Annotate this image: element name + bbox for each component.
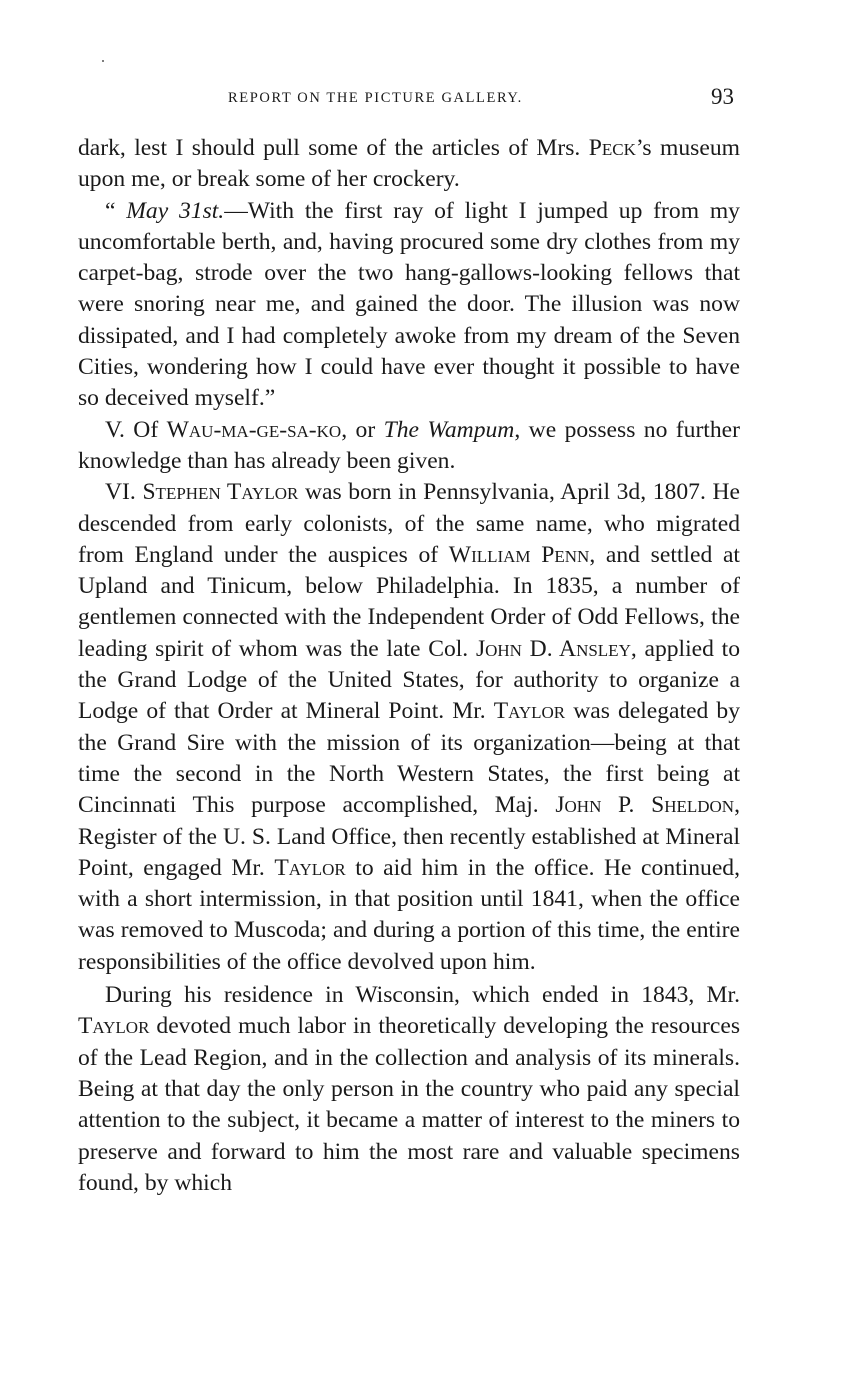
paragraph-3 <box>78 415 740 478</box>
text-run: , or <box>341 416 384 443</box>
text-run: , we possess no further knowledge than has already been given. <box>78 416 740 474</box>
name-small-caps: Taylor <box>493 698 566 725</box>
name-small-caps: John D. Ansley <box>475 635 631 662</box>
text-run: ’s museum upon me, or break some of her crockery. <box>78 135 740 193</box>
date-italic: May 31st. <box>126 197 225 224</box>
text-run: VI. <box>105 479 143 506</box>
paragraph-5 <box>78 980 740 1199</box>
name-small-caps: Taylor <box>274 854 346 881</box>
text-run: dark, lest I should pull some of the articles of Mrs. <box>78 135 589 161</box>
text-run: was born in Pennsylvania, April 3d, 1807. He descended from early colonists, of the same name, who migrated from England under the auspices of <box>78 479 740 568</box>
title-italic: The Wampum <box>383 416 515 443</box>
page-number: 93 <box>711 84 734 109</box>
text-run: During his residence in Wisconsin, which ended in 1843, Mr. <box>105 982 740 1009</box>
name-small-caps: Wau-ma-ge-sa-ko <box>166 416 342 443</box>
body-text <box>78 133 740 1199</box>
name-small-caps: John P. Sheldon <box>555 792 735 819</box>
name-small-caps: Taylor <box>78 1013 150 1040</box>
text-run: , applied to the Grand Lodge of the United States, for authority to organize a Lodge of that Order at Mineral Point. Mr. <box>78 635 740 725</box>
text-run: “ <box>105 197 127 224</box>
text-run: , Register of the U. S. Land Office, then recently established at Mineral Point, engaged Mr. <box>78 792 740 881</box>
paragraph-2 <box>78 196 740 415</box>
text-run: , and settled at Upland and Tinicum, below Philadelphia. In 1835, a number of gentlemen connected with the Independent Order of Odd Fellows, the leading spirit of whom was the late Col. <box>78 541 740 662</box>
name-small-caps: Stephen Taylor <box>142 479 299 506</box>
text-run: devoted much labor in theoretically developing the resources of the Lead Region, and in the collection and analysis of its minerals. Being at that day the only person in the country who paid any special attention to the subject, it became a matter of interest to the miners to preserve and forward to him the most rare and valuable specimens found, by which <box>78 1013 740 1196</box>
text-run: was delegated by the Grand Sire with the mission of its organization—being at that time the second in the North Western States, the first being at Cincinnati This purpose accomplished, Maj. <box>78 698 740 819</box>
running-head: REPORT ON THE PICTURE GALLERY. <box>228 90 523 106</box>
text-run: V. Of <box>105 416 167 443</box>
name-small-caps: William Penn <box>448 541 590 568</box>
text-run: to aid him in the office. He continued, with a short intermission, in that position until 1841, when the office was removed to Muscoda; and during a portion of this time, the entire responsibilities of the office devolved upon him. <box>78 854 740 975</box>
page-header <box>78 84 740 112</box>
text-run: —With the first ray of light I jumped up from my uncomfortable berth, and, having procured some dry clothes from my carpet-bag, strode over the two hang-gallows-looking fellows that were snoring near me, and gained the door. The illusion was now dissipated, and I had completely awoke from my dream of the Seven Cities, wondering how I could have ever thought it possible to have so deceived myself.” <box>78 197 740 412</box>
name-small-caps: Peck <box>588 135 636 161</box>
paragraph-4 <box>78 477 740 978</box>
print-speck <box>102 60 104 62</box>
paragraph-1 <box>78 133 740 196</box>
